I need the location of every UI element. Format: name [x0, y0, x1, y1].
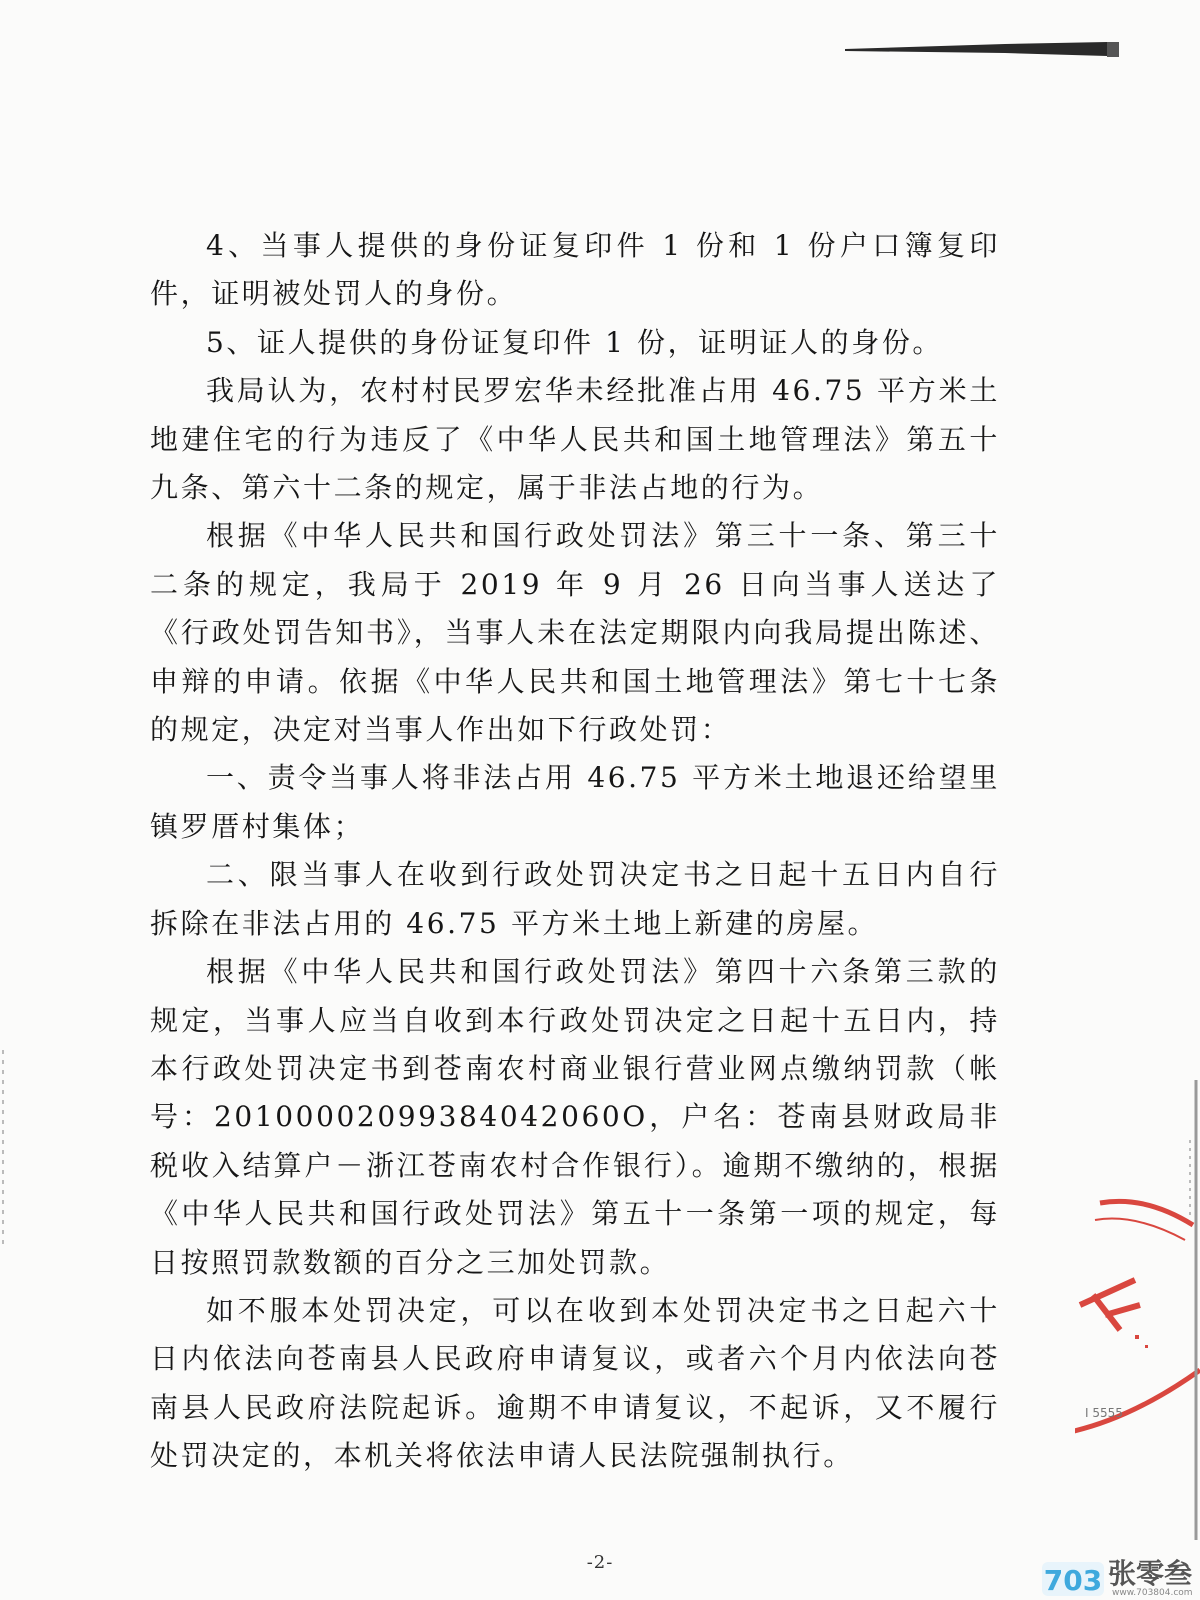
- paragraph-penalty-1: 一、责令当事人将非法占用 46.75 平方米土地退还给望里镇罗厝村集体；: [150, 761, 1000, 843]
- svg-text:I 5555: I 5555: [1085, 1406, 1123, 1420]
- paragraph-fine-payment: 根据《中华人民共和国行政处罚法》第四十六条第三款的规定，当事人应当自收到本行政处罚决定之日起十五日内，持本行政处罚决定书到苍南农村商业银行营业网点缴纳罚款（帐号：20100002099384042060O，户名：苍南县财政局非税收入结算户－浙江苍南农村合作银行）。逾期不缴纳的，根据《中华人民共和国行政处罚法》第五十一条第一项的规定，每日按照罚款数额的百分之三加处罚款。: [150, 955, 1000, 1279]
- paragraph-finding: 我局认为，农村村民罗宏华未经批准占用 46.75 平方米土地建住宅的行为违反了《中华人民共和国土地管理法》第五十九条、第六十二条的规定，属于非法占地的行为。: [150, 374, 1000, 505]
- paragraph-appeal: 如不服本处罚决定，可以在收到本处罚决定书之日起六十日内依法向苍南县人民政府申请复议，或者六个月内依法向苍南县人民政府法院起诉。逾期不申请复议，不起诉，又不履行处罚决定的，本机关将依法申请人民法院强制执行。: [150, 1293, 1000, 1473]
- scan-edge-bar: [845, 42, 1120, 58]
- page-number: -2-: [586, 1552, 614, 1573]
- site-watermark: [1040, 1558, 1200, 1600]
- watermark-logo-icon: [1040, 1558, 1106, 1600]
- paragraph-penalty-2: 二、限当事人在收到行政处罚决定书之日起十五日内自行拆除在非法占用的 46.75 平方米土地上新建的房屋。: [150, 858, 1000, 940]
- document-body: [150, 222, 1000, 1481]
- svg-text:703: 703: [1043, 1564, 1103, 1597]
- paragraph-legal-basis: 根据《中华人民共和国行政处罚法》第三十一条、第三十二条的规定，我局于 2019 年 9 月 26 日向当事人送达了《行政处罚告知书》，当事人未在法定期限内向我局提出陈述、申辩的申请。依据《中华人民共和国土地管理法》第七十七条的规定，决定对当事人作出如下行政处罚：: [150, 519, 1000, 747]
- watermark-brand: 张零叁: [1108, 1557, 1193, 1590]
- watermark-url: www.703804.com: [1112, 1588, 1193, 1598]
- scan-edge-right: [1182, 1080, 1200, 1540]
- paragraph-evidence-5: 5、证人提供的身份证复印件 1 份，证明证人的身份。: [206, 325, 944, 359]
- paragraph-evidence-4: 4、当事人提供的身份证复印件 1 份和 1 份户口簿复印件，证明被处罚人的身份。: [150, 229, 1000, 311]
- scan-edge-left: [0, 1050, 8, 1250]
